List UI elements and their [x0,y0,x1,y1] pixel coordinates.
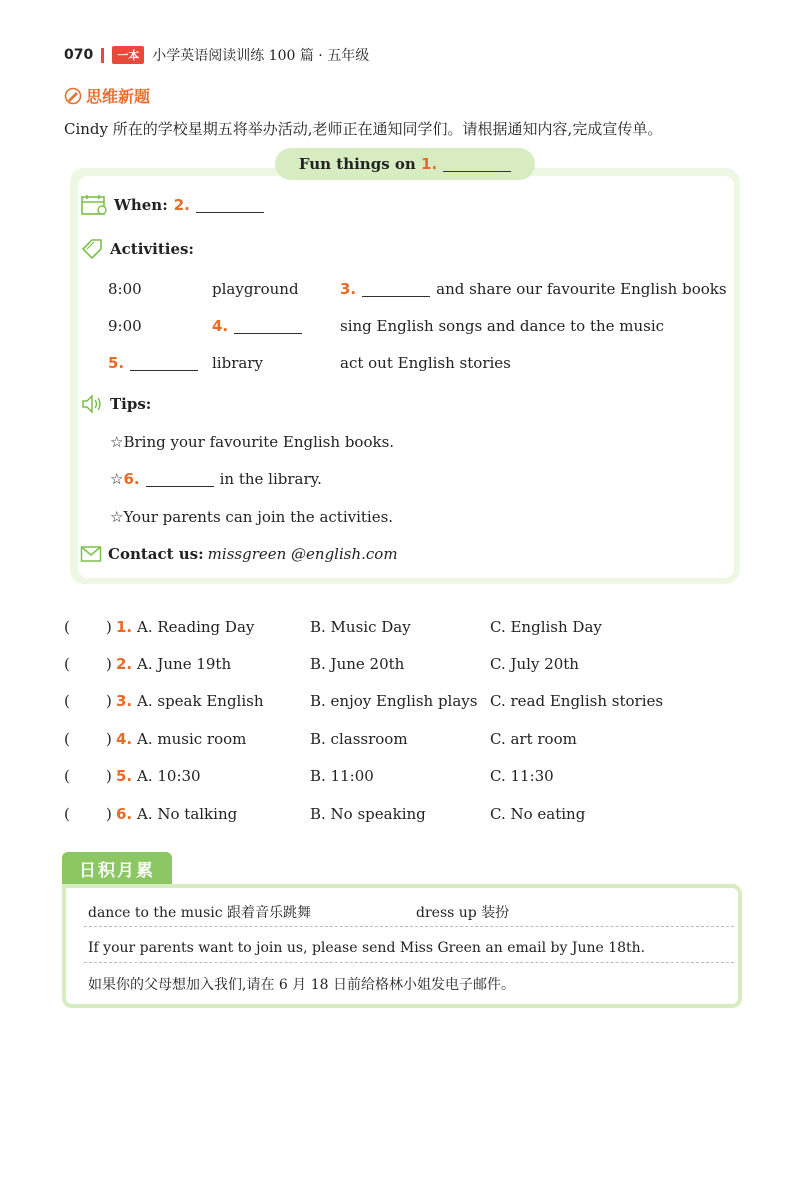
option-b[interactable]: B. enjoy English plays [310,692,478,710]
answer-paren-open[interactable]: ( [64,655,70,673]
option-c[interactable]: C. English Day [490,618,602,636]
tip-text: Bring your favourite English books. [123,433,395,451]
activity-desc: act out English stories [340,354,511,372]
mail-icon [80,545,102,563]
option-b[interactable]: B. No speaking [310,805,426,823]
when-num: 2. [173,196,190,214]
tip-item [110,433,394,451]
answer-paren-close: ) [106,655,112,673]
banner-num: 1. [421,155,438,173]
tag-icon [80,238,104,260]
option-c[interactable]: C. July 20th [490,655,579,673]
option-a[interactable]: A. June 19th [137,655,232,673]
sentence-en: If your parents want to join us, please send Miss Green an email by June 18th. [88,940,646,956]
rijiyuelei-line [84,934,734,963]
tip-item [110,470,322,488]
activity-place: playground [212,280,299,298]
activity-row [108,354,728,372]
star-icon: ☆ [110,470,124,488]
option-b[interactable]: B. Music Day [310,618,411,636]
question-num: 3. [116,692,133,710]
tip-item [110,508,393,526]
blank-6[interactable] [146,472,214,487]
answer-paren-close: ) [106,618,112,636]
phrase-2: dress up 装扮 [416,905,510,921]
star-icon: ☆ [110,433,124,451]
activity-row [108,280,728,298]
intro-text: Cindy 所在的学校星期五将举办活动,老师正在通知同学们。请根据通知内容,完成宣传单。 [64,120,663,138]
question-row [64,653,744,675]
page-number: 070 [64,47,94,63]
question-num: 4. [116,730,133,748]
blank-2[interactable] [196,198,264,213]
contact-row [80,545,398,563]
blank-3[interactable] [362,282,430,297]
question-num: 5. [116,767,133,785]
option-c[interactable]: C. art room [490,730,577,748]
pencil-icon [64,87,82,105]
answer-paren-close: ) [106,730,112,748]
blank-1[interactable] [443,157,511,172]
activities-row [80,238,194,260]
book-logo: 一本 [112,46,144,64]
speaker-icon [80,393,104,415]
option-c[interactable]: C. 11:30 [490,767,554,785]
question-num: 2. [116,655,133,673]
contact-email: missgreen @english.com [207,545,398,563]
activities-label: Activities: [110,240,194,258]
book-title: 小学英语阅读训练 100 篇 · 五年级 [152,48,370,64]
activity-time: 9:00 [108,317,142,335]
option-a[interactable]: A. speak English [137,692,264,710]
section-title [64,84,150,107]
sentence-zh: 如果你的父母想加入我们,请在 6 月 18 日前给格林小姐发电子邮件。 [88,977,515,993]
activity-desc: sing English songs and dance to the music [340,317,665,335]
header-divider [101,48,104,63]
tip-num: 6. [123,470,140,488]
blank-4[interactable] [234,319,302,334]
phrase-1: dance to the music 跟着音乐跳舞 [88,905,312,921]
option-a[interactable]: A. No talking [137,805,238,823]
activity-desc: and share our favourite English books [436,280,727,298]
answer-paren-open[interactable]: ( [64,730,70,748]
answer-paren-close: ) [106,692,112,710]
answer-paren-close: ) [106,805,112,823]
rijiyuelei-line [84,898,734,927]
poster-banner [275,148,535,180]
when-label: When: [114,196,168,214]
option-b[interactable]: B. 11:00 [310,767,374,785]
option-a[interactable]: A. Reading Day [137,618,255,636]
question-num: 1. [116,618,133,636]
activity-row [108,317,728,335]
option-a[interactable]: A. 10:30 [137,767,201,785]
question-row [64,690,744,712]
answer-paren-open[interactable]: ( [64,692,70,710]
activity-place: library [212,354,263,372]
tips-label: Tips: [110,395,152,413]
contact-label: Contact us: [108,545,204,563]
calendar-icon [80,194,108,216]
activity-time: 8:00 [108,280,142,298]
rijiyuelei-line [84,970,734,998]
option-b[interactable]: B. June 20th [310,655,405,673]
question-row [64,728,744,750]
tip-text: Your parents can join the activities. [123,508,394,526]
option-c[interactable]: C. read English stories [490,692,664,710]
option-c[interactable]: C. No eating [490,805,586,823]
activity-num: 4. [212,317,229,335]
when-row [80,194,264,216]
answer-paren-open[interactable]: ( [64,618,70,636]
question-num: 6. [116,805,133,823]
answer-paren-open[interactable]: ( [64,805,70,823]
blank-5[interactable] [130,356,198,371]
activity-num: 3. [340,280,357,298]
question-row [64,765,744,787]
rijiyuelei-title: 日积月累 [62,852,172,884]
banner-text: Fun things on [298,155,416,173]
page-header [64,44,369,66]
answer-paren-close: ) [106,767,112,785]
tip-text: in the library. [219,470,322,488]
star-icon: ☆ [110,508,124,526]
answer-paren-open[interactable]: ( [64,767,70,785]
section-title-text: 思维新题 [86,87,151,106]
activity-num: 5. [108,354,125,372]
question-row [64,803,744,825]
question-row [64,616,744,638]
tips-row [80,393,151,415]
option-a[interactable]: A. music room [137,730,247,748]
option-b[interactable]: B. classroom [310,730,408,748]
